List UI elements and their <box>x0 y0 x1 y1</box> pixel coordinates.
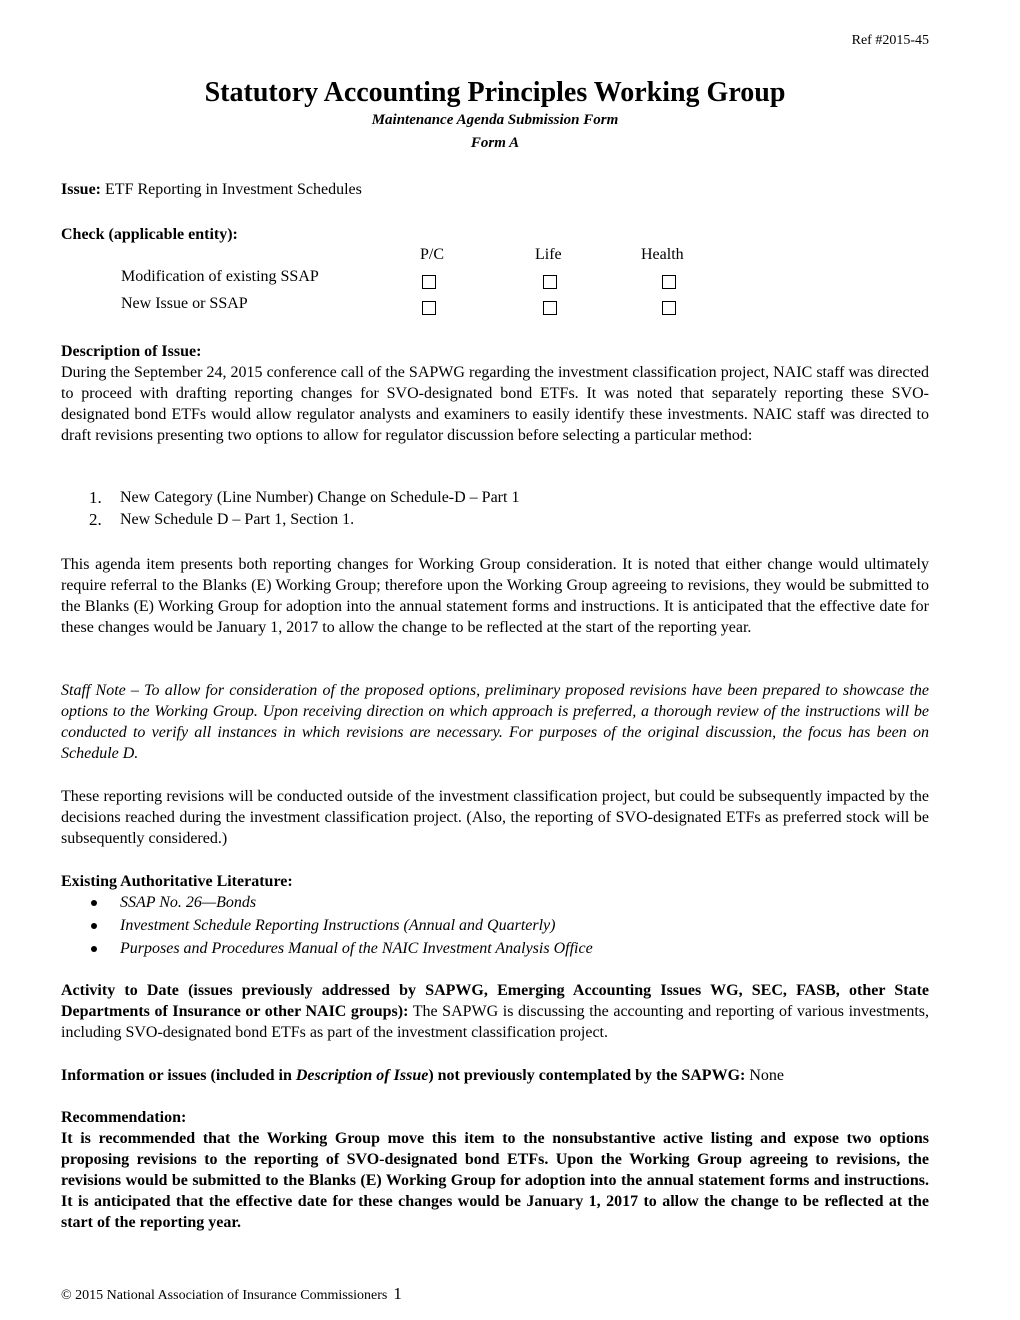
list-item: 1. New Category (Line Number) Change on Schedule-D – Part 1 <box>89 488 520 507</box>
checkbox-new-issue-health[interactable] <box>662 301 676 315</box>
description-paragraph-1: During the September 24, 2015 conference call of the SAPWG regarding the investment classification project, NAIC staff was directed to proceed with drafting reporting changes for SVO-designated bond ETFs. It was noted that separately reporting these SVO-designated bond ETFs would allow regulator analysts and examiners to easily identify these investments. NAIC staff was directed to draft revisions presenting two options to allow for regulator discussion before selecting a particular method: <box>61 364 929 444</box>
list-item: Investment Schedule Reporting Instructions (Annual and Quarterly) <box>61 914 929 937</box>
checkbox-new-issue-pc[interactable] <box>422 301 436 315</box>
checkbox-modification-life[interactable] <box>543 275 557 289</box>
check-row-new-issue: New Issue or SSAP <box>121 295 248 312</box>
bullet-icon <box>91 923 97 929</box>
staff-note: Staff Note – To allow for consideration of the proposed options, preliminary proposed revisions have been prepared to showcase the options to the Working Group. Upon receiving direction on which approach is preferred, a thorough review of the instructions will be conducted to verify all instances in which revisions are necessary. For purposes of the original discussion, the focus has been on Schedule D. <box>61 682 929 762</box>
document-title: Statutory Accounting Principles Working Group <box>204 77 786 108</box>
list-item: SSAP No. 26—Bonds <box>61 891 929 914</box>
issue-text: ETF Reporting in Investment Schedules <box>105 181 362 198</box>
literature-list <box>61 891 929 960</box>
issue-line <box>61 179 362 200</box>
recommendation-text: It is recommended that the Working Group move this item to the nonsubstantive active listing and expose two options proposing revisions to the reporting of SVO-designated bond ETFs. Upon the Working Group agreeing to revisions, the revisions would be submitted to the Blanks (E) Working Group for adoption into the annual statement forms and instructions. It is anticipated that the effective date for these changes would be January 1, 2017 to allow the change to be reflected at the start of the reporting year. <box>61 1130 929 1231</box>
activity-text: The SAPWG is discussing the accounting and reporting of various investments, including SVO-designated bond ETFs as part of the investment classification project. <box>61 1003 930 1041</box>
check-label: Check (applicable entity): <box>61 226 238 243</box>
checkbox-modification-health[interactable] <box>662 275 676 289</box>
column-health: Health <box>641 246 684 263</box>
options-list <box>61 487 929 531</box>
copyright: © 2015 National Association of Insurance Commissioners <box>61 1288 388 1303</box>
column-pc: P/C <box>420 246 445 263</box>
description-label: Description of Issue: <box>61 343 202 360</box>
activity-paragraph <box>61 980 929 1043</box>
recommendation-label: Recommendation: <box>61 1109 187 1126</box>
list-item: 2. New Schedule D – Part 1, Section 1. <box>89 510 355 529</box>
check-row-modification: Modification of existing SSAP <box>121 268 319 285</box>
bullet-icon <box>91 946 97 952</box>
reference-number: Ref #2015-45 <box>851 33 929 48</box>
information-text: None <box>749 1067 785 1084</box>
information-line: Information or issues (included in Description of Issue) not previously contemplated by the SAPWG: None <box>61 1067 785 1084</box>
form-subtitle: Maintenance Agenda Submission Form <box>371 112 619 128</box>
activity-label: Activity to Date (issues previously addressed by SAPWG, Emerging Accounting Issues WG, SEC, FASB, other State Departments of Insurance or other NAIC groups): <box>61 982 929 1020</box>
literature-label: Existing Authoritative Literature: <box>61 873 293 890</box>
bullet-icon <box>91 900 97 906</box>
description-paragraph-3: These reporting revisions will be conducted outside of the investment classification project, but could be subsequently impacted by the decisions reached during the investment classification project. (Also, the reporting of SVO-designated ETFs as preferred stock will be subsequently considered.) <box>61 788 929 847</box>
list-item: Purposes and Procedures Manual of the NAIC Investment Analysis Office <box>61 937 929 960</box>
checkbox-new-issue-life[interactable] <box>543 301 557 315</box>
form-name: Form A <box>470 135 520 151</box>
page-number: 1 <box>393 1284 402 1303</box>
issue-label: Issue: <box>61 181 102 198</box>
column-life: Life <box>535 246 562 263</box>
checkbox-modification-pc[interactable] <box>422 275 436 289</box>
page-footer <box>61 1284 402 1306</box>
description-paragraph-2: This agenda item presents both reporting changes for Working Group consideration. It is noted that either change would ultimately require referral to the Blanks (E) Working Group; therefore upon the Working Group agreeing to revisions, they would be submitted to the Blanks (E) Working Group for adoption into the annual statement forms and instructions. It is anticipated that the effective date for these changes would be January 1, 2017 to allow the change to be reflected at the start of the reporting year. <box>61 556 929 636</box>
